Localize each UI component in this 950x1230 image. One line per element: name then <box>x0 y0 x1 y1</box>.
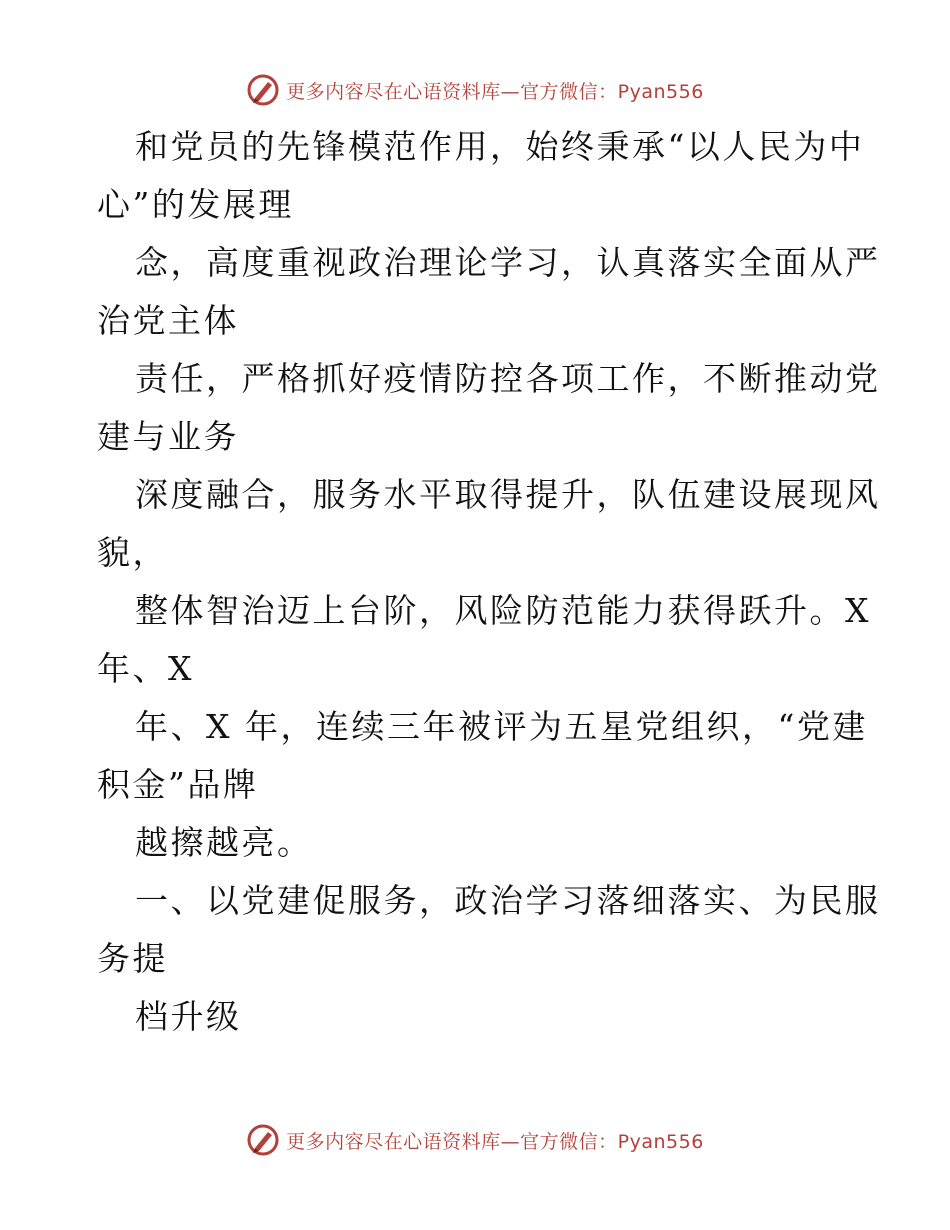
body-text-line: 一、以党建促服务，政治学习落细落实、为民服 <box>135 881 881 920</box>
body-text-line: 年、X <box>97 649 194 688</box>
body-text-line: 治党主体 <box>97 301 239 340</box>
body-text-line: 建与业务 <box>97 417 239 456</box>
body-text-line: 和党员的先锋模范作用，始终秉承“以人民为中 <box>135 127 865 166</box>
body-text-line: 整体智治迈上台阶，风险防范能力获得跃升。X <box>135 591 871 630</box>
document-body <box>97 118 881 1046</box>
pen-logo-icon <box>246 1123 280 1157</box>
body-text-line: 年、X 年，连续三年被评为五星党组织，“党建 <box>135 707 868 746</box>
header-banner <box>0 70 950 110</box>
footer-banner <box>0 1120 950 1160</box>
footer-banner-text: 更多内容尽在心语资料库—官方微信：Pyan556 <box>286 1130 704 1153</box>
body-text-line: 积金”品牌 <box>97 765 259 804</box>
body-text-line: 越擦越亮。 <box>135 823 313 862</box>
body-text-line: 档升级 <box>135 997 242 1036</box>
body-text-line: 心”的发展理 <box>97 185 294 224</box>
body-text-line: 貌， <box>97 533 168 572</box>
body-text-line: 念，高度重视政治理论学习，认真落实全面从严 <box>135 243 881 282</box>
body-text-line: 深度融合，服务水平取得提升，队伍建设展现风 <box>135 475 881 514</box>
header-banner-text: 更多内容尽在心语资料库—官方微信：Pyan556 <box>286 80 704 103</box>
body-text-line: 务提 <box>97 939 168 978</box>
pen-logo-icon <box>246 73 280 107</box>
body-text-line: 责任，严格抓好疫情防控各项工作，不断推动党 <box>135 359 881 398</box>
